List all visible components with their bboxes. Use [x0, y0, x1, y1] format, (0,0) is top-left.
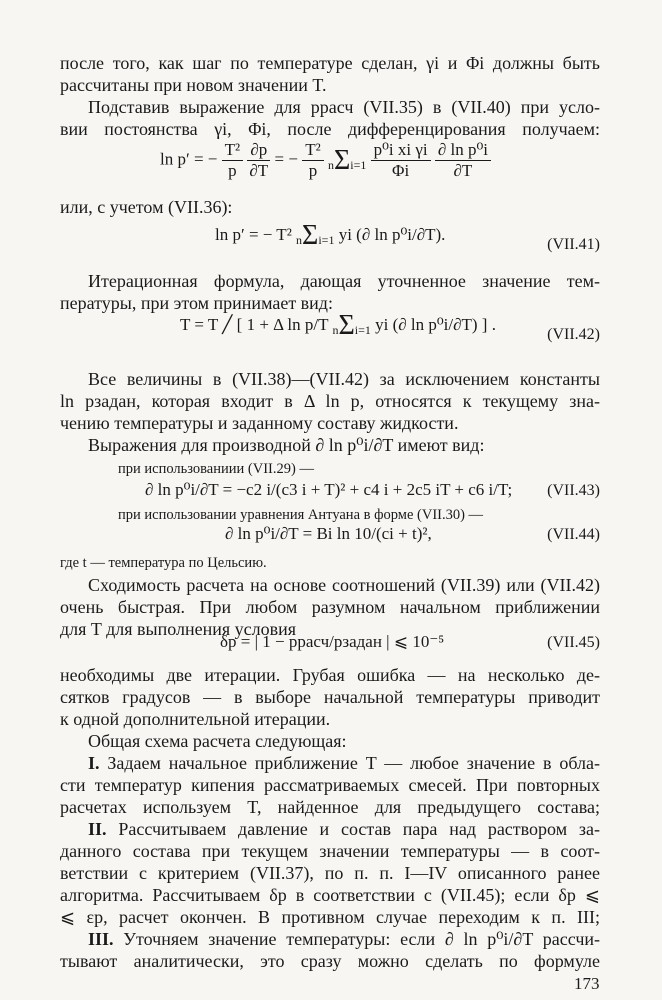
text-line: чению температуры и заданному составу жидкости. [60, 413, 459, 433]
step-number: I. [88, 753, 100, 773]
eq-part: i=1 [318, 233, 335, 247]
eq-part: T = T ╱ [ 1 + Δ ln p/T [180, 314, 329, 334]
text-line: сти температур кипения рассматриваемых смесей. При повторных [60, 775, 600, 795]
text-line: Выражения для производной ∂ ln p⁰i/∂T имеют вид: [88, 435, 485, 455]
text-line: вии постоянства γi, Φi, после дифференцирования получаем: [60, 119, 600, 139]
eq-part: n [296, 233, 303, 247]
eq-part: p [308, 161, 318, 180]
equation-number: (VII.43) [547, 482, 600, 499]
eq-part: p⁰i xi γi [371, 140, 431, 161]
eq-part: = − [274, 149, 298, 169]
text-line: пературы, при этом принимает вид: [60, 293, 333, 313]
step-number: II. [88, 819, 107, 839]
text-line: Общая схема расчета следующая: [88, 731, 347, 751]
text-line: для T для выполнения условия [60, 619, 297, 639]
step-item [88, 818, 600, 840]
text-line: или, с учетом (VII.36): [60, 197, 233, 217]
equation-convergence: δp = | 1 − pрасч/pзадан | ⩽ 10⁻⁵ [220, 632, 445, 651]
text-line: Подставив выражение для pрасч (VII.35) в (VII.40) при усло- [88, 97, 600, 117]
step-text: Задаем начальное приближение T — любое значение в обла- [107, 753, 601, 773]
text-line: при использованиии (VII.29) — [118, 461, 314, 477]
equation-derivative-vii29: ∂ ln p⁰i/∂T = −c2 i/(c3 i + T)² + c4 i + 2c5 iT + c6 i/T; [145, 480, 513, 499]
eq-part: yi (∂ ln p⁰i/∂T). [338, 224, 446, 244]
eq-part: ln p′ = − T² [215, 224, 292, 244]
eq-part: T² [302, 140, 323, 161]
step-text: Рассчитываем давление и состав пара над раствором за- [118, 819, 601, 839]
eq-part: ∂ ln p⁰i [435, 140, 491, 161]
text-line: ветствии с критерием (VII.37), по п. п. I—IV описанного ранее [60, 863, 600, 883]
text-line: рассчитаны при новом значении T. [60, 75, 327, 95]
text-line: Сходимость расчета на основе соотношений (VII.39) или (VII.42) [88, 575, 600, 595]
equation-derivative-lnp [160, 140, 491, 181]
eq-part: i=1 [350, 157, 367, 172]
text-line: ⩽ εp, расчет окончен. В противном случае переходим к п. III; [60, 907, 600, 927]
fraction [435, 140, 491, 181]
text-line: алгоритма. Рассчитываем δp в соответствии с (VII.45); если δp ⩽ [60, 885, 600, 905]
sum-sign: nΣi=1 [332, 310, 371, 341]
equation-number: (VII.41) [547, 236, 600, 253]
fraction [302, 140, 323, 181]
eq-part: Φi [392, 161, 410, 180]
step-item [88, 928, 600, 950]
eq-part: i=1 [354, 323, 371, 337]
step-number: III. [88, 929, 114, 949]
equation-number: (VII.44) [547, 526, 600, 543]
text-line: ln pзадан, которая входит в Δ ln p, относятся к текущему зна- [60, 391, 600, 411]
equation-lnp-prime [215, 222, 445, 250]
eq-part: T² [222, 140, 243, 161]
text-line: очень быстрая. При любом разумном начальном приближении [60, 597, 600, 617]
fraction [247, 140, 270, 181]
text-line: Итерационная формула, дающая уточненное значение тем- [88, 271, 600, 291]
text-line: Все величины в (VII.38)—(VII.42) за исключением константы [88, 369, 600, 389]
sum-sign: nΣi=1 [296, 220, 335, 251]
equation-iteration-formula [180, 312, 496, 340]
eq-part: ∂T [249, 161, 269, 180]
fraction [371, 140, 431, 181]
text-line: где t — температура по Цельсию. [60, 555, 267, 571]
text-line: к одной дополнительной итерации. [60, 709, 331, 729]
step-text: Уточняем значение температуры: если ∂ ln p⁰i/∂T рассчи- [123, 929, 601, 949]
eq-part: ∂T [453, 161, 473, 180]
eq-part: n [327, 157, 334, 172]
text-line: необходимы две итерации. Грубая ошибка — на несколько де- [60, 665, 600, 685]
eq-part: p [228, 161, 237, 180]
eq-part: yi (∂ ln p⁰i/∂T) ] . [375, 314, 496, 334]
fraction [222, 140, 243, 181]
text-line: после того, как шаг по температуре сделан, γi и Φi должны быть [60, 53, 600, 73]
text-line: тывают аналитически, это сразу можно сделать по формуле [60, 951, 600, 971]
step-item [88, 752, 600, 774]
eq-part: ∂p [247, 140, 270, 161]
sum-sign: nΣi=1 [327, 144, 367, 176]
text-line: расчетах используем T, найденное для предыдущего состава; [60, 797, 600, 817]
equation-antoine: ∂ ln p⁰i/∂T = Bi ln 10/(ci + t)², [225, 524, 432, 543]
text-line: данного состава при текущем значении температуры — в соот- [60, 841, 600, 861]
equation-number: (VII.42) [547, 326, 600, 343]
text-line: сятков градусов — в выборе начальной температуры приводит [60, 687, 600, 707]
text-line: при использовании уравнения Антуана в форме (VII.30) — [118, 507, 484, 523]
eq-part: ln p′ = − [160, 149, 218, 169]
eq-part: n [332, 323, 339, 337]
page-number: 173 [574, 974, 600, 993]
equation-number: (VII.45) [547, 634, 600, 651]
